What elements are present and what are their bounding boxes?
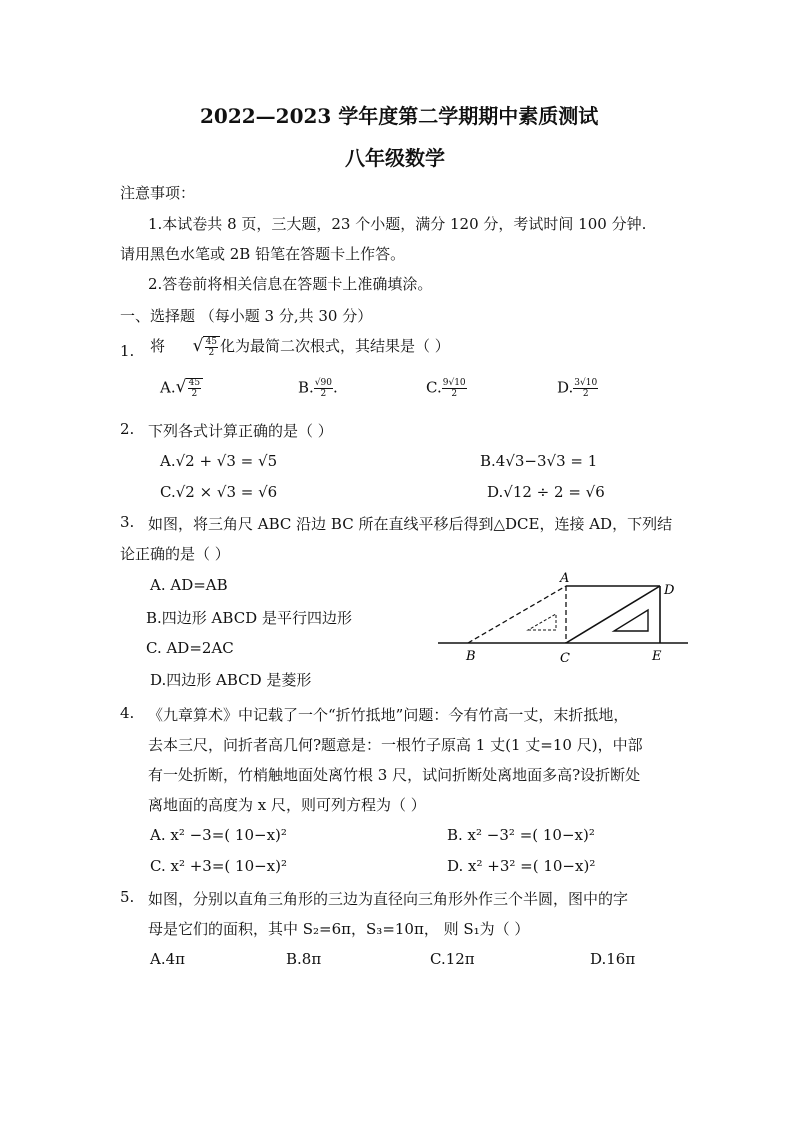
notice-item2: 2.答卷前将相关信息在答题卡上准确填涂。 [148,275,433,293]
q2-option-b[interactable]: B.4√3−3√3 = 1 [480,452,598,470]
notice-item1-line2: 请用黑色水笔或 2B 铅笔在答题卡上作答。 [120,245,406,263]
q3-label-d: D [664,583,675,598]
q3-option-c[interactable]: C. AD=2AC [146,639,234,657]
q5-number: 5. [120,888,135,906]
q2-option-d[interactable]: D.√12 ÷ 2 = √6 [487,483,605,501]
q1-post: 化为最简二次根式，其结果是（ ） [220,337,450,355]
q2-stem: 下列各式计算正确的是（ ） [148,422,333,440]
q4-option-c[interactable]: C. x² +3=( 10−x)² [150,857,287,875]
q5-option-c[interactable]: C.12π [430,950,475,968]
q1-pre: 将 [150,337,166,355]
q4-line4: 离地面的高度为 x 尺，则可列方程为（ ） [148,796,426,814]
notice-item1-line1: 1.本试卷共 8 页，三大题，23 个小题，满分 120 分，考试时间 100 分钟. [148,215,647,233]
q5-option-d[interactable]: D.16π [590,950,636,968]
q1-option-b[interactable]: B. $\frac{√90}{2}$ . [298,378,338,399]
q5-line2: 母是它们的面积，其中 S₂=6π，S₃=10π， 则 S₁为（ ） [148,920,530,938]
q1-radical: √ $\frac{45}{2}$ [193,337,220,358]
exam-subtitle: 八年级数学 [345,146,445,170]
q3-option-a[interactable]: A. AD=AB [150,576,228,594]
q1-option-c[interactable]: C. $\frac{9√10}{2}$ [426,378,466,399]
section-heading: 一、选择题 （每小题 3 分,共 30 分） [120,307,373,325]
q4-line1: 《九章算术》中记载了一个“折竹抵地”问题：今有竹高一丈，末折抵地， [148,706,629,724]
q4-option-a[interactable]: A. x² −3=( 10−x)² [150,826,287,844]
q5-option-b[interactable]: B.8π [286,950,322,968]
q4-line2: 去本三尺，问折者高几何?题意是：一根竹子原高 1 丈(1 丈=10 尺)，中部 [148,736,643,754]
q1-option-d[interactable]: D. $\frac{3√10}{2}$ [557,378,598,399]
q4-line3: 有一处折断，竹梢触地面处离竹根 3 尺，试问折断处离地面多高?设折断处 [148,766,641,784]
exam-title: 2022—2023 学年度第二学期期中素质测试 [200,104,599,128]
q1-number: 1. [120,342,135,360]
q3-option-d[interactable]: D.四边形 ABCD 是菱形 [150,671,312,689]
q1-stem [150,335,450,358]
q1-option-a[interactable]: A. √ $\frac{45}{2}$ [160,378,203,399]
q3-label-a: A [560,571,570,586]
q5-option-a[interactable]: A.4π [150,950,186,968]
q4-option-b[interactable]: B. x² −3² =( 10−x)² [447,826,595,844]
q3-label-b: B [466,649,476,664]
q3-option-b[interactable]: B.四边形 ABCD 是平行四边形 [146,609,352,627]
notice-heading: 注意事项： [120,184,196,202]
q3-label-e: E [652,649,662,664]
q4-number: 4. [120,704,135,722]
q3-number: 3. [120,513,135,531]
q3-label-c: C [560,651,570,665]
q4-option-d[interactable]: D. x² +3² =( 10−x)² [447,857,596,875]
q3-stem-line2: 论正确的是（ ） [120,545,230,563]
q5-line1: 如图，分别以直角三角形的三边为直径向三角形外作三个半圆，图中的字 [148,890,629,908]
q3-figure [438,570,688,665]
q2-number: 2. [120,420,135,438]
q3-stem-line1: 如图，将三角尺 ABC 沿边 BC 所在直线平移后得到△DCE，连接 AD，下列结 [148,515,673,533]
q2-option-a[interactable]: A.√2 + √3 = √5 [160,452,278,470]
q2-option-c[interactable]: C.√2 × √3 = √6 [160,483,278,501]
